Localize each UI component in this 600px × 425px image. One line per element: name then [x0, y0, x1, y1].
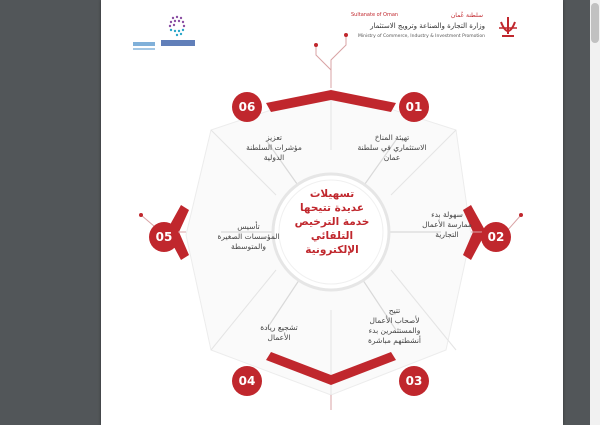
pdf-page: [101, 0, 563, 425]
ministry-name-en: Ministry of Commerce, Industry & Investment Promotion: [357, 34, 485, 39]
item-04-text: تشجيع ريادة الأعمال: [260, 323, 298, 342]
badge-05: 05: [149, 222, 179, 252]
center-title: تسهيلات عديدة تتيحها خدمة الترخيص التلقائي الإلكترونية: [294, 188, 370, 256]
vertical-scrollbar[interactable]: [590, 0, 600, 425]
ministry-name-ar: وزارة التجارة والصناعة وترويج الاستثمار: [370, 22, 485, 30]
item-01-text: تهيئة المناخ الاستثماري في سلطنة عمان: [357, 133, 427, 162]
badge-04: 04: [232, 366, 262, 396]
item-03-text: تتيح لأصحاب الأعمال والمستثمرين بدء أنشطتهم مباشرة: [367, 306, 422, 345]
badge-02: 02: [481, 222, 511, 252]
badge-01: 01: [399, 92, 429, 122]
sultanate-en: Sultanate of Oman: [351, 12, 399, 18]
item-06-text: تعزيز مؤشرات السلطنة الدولية: [246, 133, 302, 162]
badge-06: 06: [232, 92, 262, 122]
sultanate-ar: سلطنة عُمان: [450, 12, 483, 19]
item-02-text: سهولة بدء ممارسة الأعمال التجارية: [422, 210, 472, 239]
item-05-text: تأسيس المؤسسات الصغيرة والمتوسطة: [217, 222, 280, 251]
badge-03: 03: [399, 366, 429, 396]
scrollbar-thumb[interactable]: [591, 3, 599, 43]
